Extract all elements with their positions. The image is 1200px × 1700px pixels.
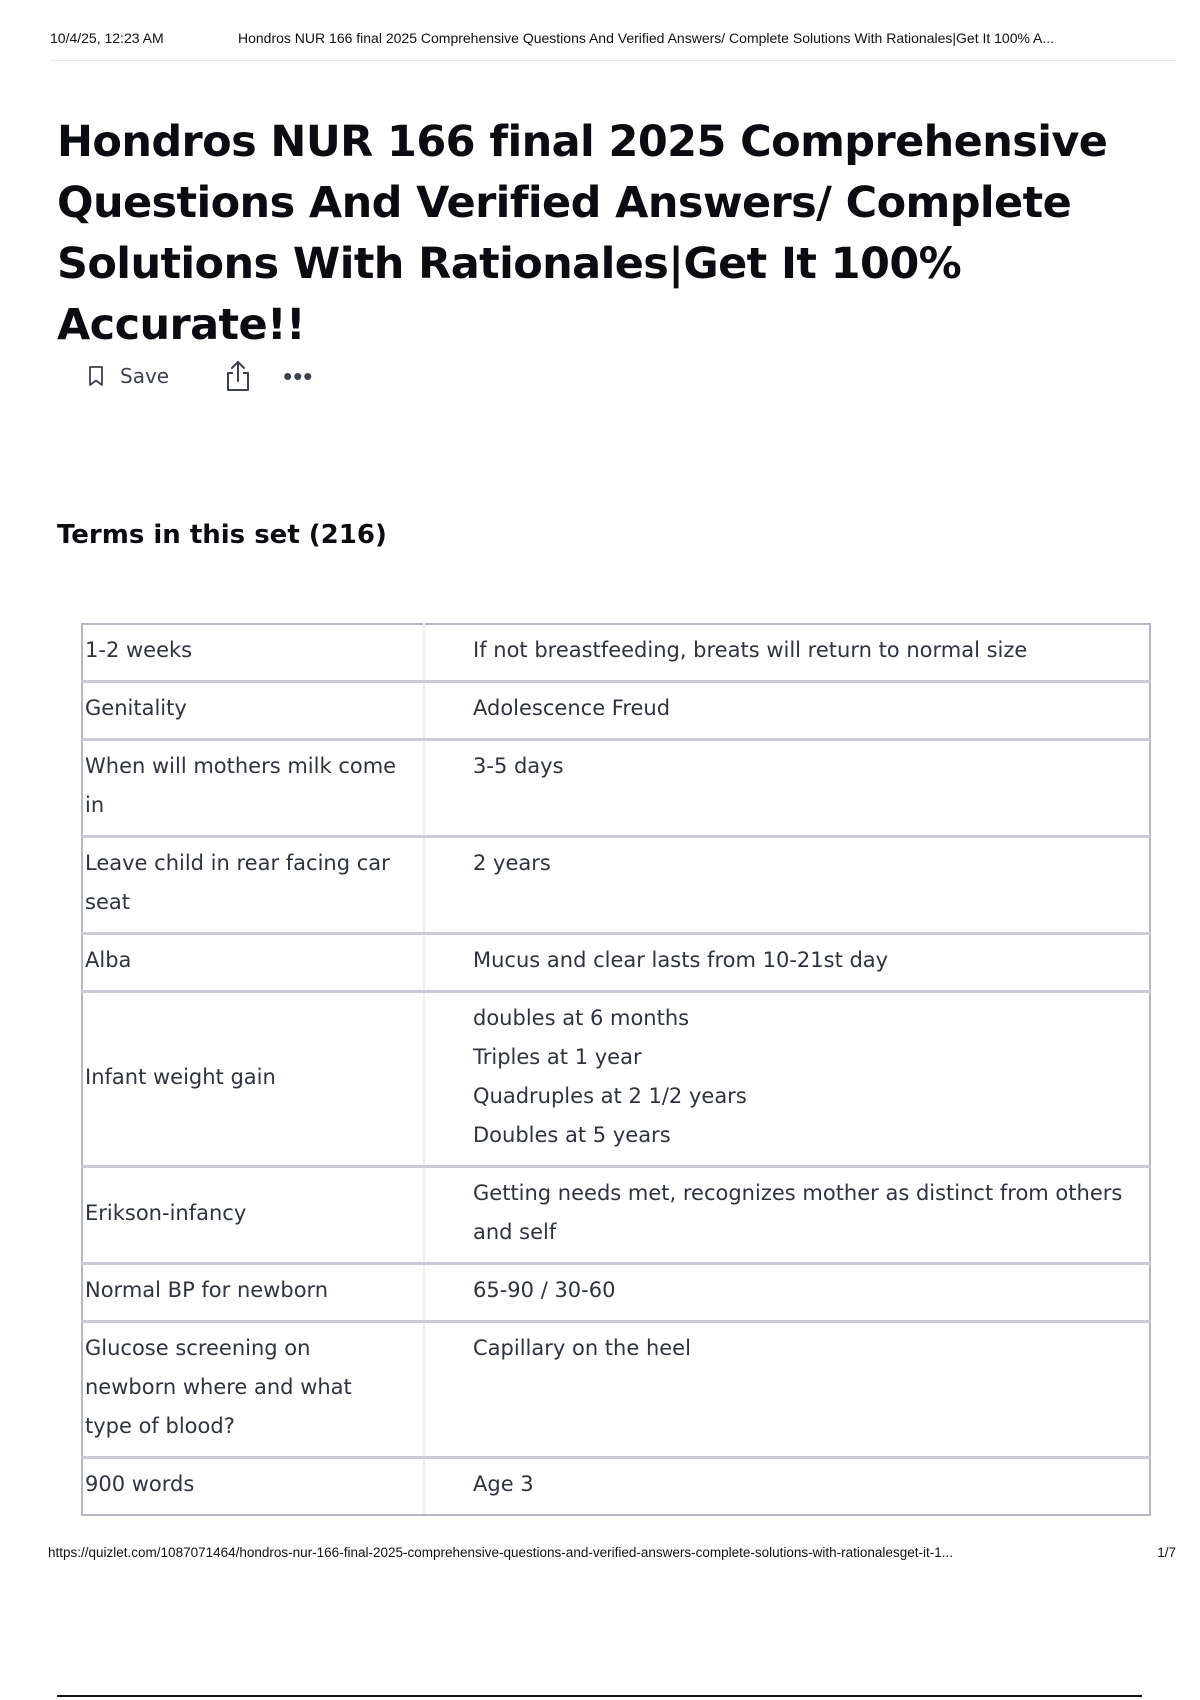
term-cell: Leave child in rear facing car seat: [82, 837, 424, 934]
table-row: [82, 1167, 1150, 1264]
table-row: [82, 1264, 1150, 1322]
definition-line: Quadruples at 2 1/2 years: [473, 1084, 747, 1108]
bookmark-icon: [86, 365, 106, 387]
share-icon: [223, 359, 253, 393]
definition-line: doubles at 6 months: [473, 1006, 690, 1030]
term-cell: Genitality: [82, 682, 424, 740]
term-cell: Erikson-infancy: [82, 1167, 424, 1264]
definition-line: Adolescence Freud: [473, 696, 671, 720]
definition-cell: [424, 740, 1150, 837]
definition-line: Triples at 1 year: [473, 1045, 642, 1069]
print-url: https://quizlet.com/1087071464/hondros-nur-166-final-2025-comprehensive-questions-and-verified-answers-complete-solutions-with-rationalesget-it-1...: [48, 1545, 953, 1560]
term-cell: When will mothers milk come in: [82, 740, 424, 837]
page-title: Hondros NUR 166 final 2025 Comprehensive Questions And Verified Answers/ Complete Solutions With Rationales|Get It 100% Accurate!!: [57, 117, 1108, 350]
table-row: [82, 682, 1150, 740]
definition-cell: [424, 1322, 1150, 1458]
table-row: [82, 1458, 1150, 1516]
definition-cell: [424, 837, 1150, 934]
definition-cell: [424, 624, 1150, 682]
table-row: [82, 624, 1150, 682]
terms-heading: Terms in this set (216): [57, 520, 387, 550]
definition-line: Mucus and clear lasts from 10-21st day: [473, 948, 889, 972]
definition-line: If not breastfeeding, breats will return to normal size: [473, 638, 1028, 662]
term-cell: Normal BP for newborn: [82, 1264, 424, 1322]
table-row: [82, 1322, 1150, 1458]
definition-line: 2 years: [473, 851, 551, 875]
definition-cell: [424, 1264, 1150, 1322]
definition-line: Getting needs met, recognizes mother as distinct from others and self: [473, 1181, 1123, 1244]
term-cell: Infant weight gain: [82, 992, 424, 1167]
definition-cell: [424, 1167, 1150, 1264]
share-button[interactable]: [223, 359, 253, 393]
print-doc-title: Hondros NUR 166 final 2025 Comprehensive Questions And Verified Answers/ Complete Solutions With Rationales|Get It 100% A...: [238, 30, 1055, 46]
print-header: [50, 30, 1176, 61]
term-cell: Glucose screening on newborn where and what type of blood?: [82, 1322, 424, 1458]
term-cell: 900 words: [82, 1458, 424, 1516]
print-datetime: 10/4/25, 12:23 AM: [50, 30, 164, 46]
table-row: [82, 992, 1150, 1167]
definition-cell: [424, 682, 1150, 740]
page-divider: [57, 1695, 1142, 1697]
definition-line: Doubles at 5 years: [473, 1123, 671, 1147]
more-options-button[interactable]: •••: [283, 361, 314, 391]
table-row: [82, 837, 1150, 934]
save-button[interactable]: [86, 364, 169, 388]
table-row: [82, 934, 1150, 992]
definition-cell: [424, 934, 1150, 992]
save-label: Save: [120, 364, 170, 388]
table-row: [82, 740, 1150, 837]
terms-table: [81, 623, 1151, 1516]
definition-line: Age 3: [473, 1472, 534, 1496]
term-cell: Alba: [82, 934, 424, 992]
term-cell: 1-2 weeks: [82, 624, 424, 682]
definition-cell: [424, 992, 1150, 1167]
definition-line: 65-90 / 30-60: [473, 1278, 616, 1302]
action-bar: [86, 356, 313, 396]
definition-cell: [424, 1458, 1150, 1516]
terms-table-body: [82, 624, 1150, 1515]
page-number: 1/7: [1157, 1545, 1176, 1560]
definition-line: 3-5 days: [473, 754, 564, 778]
definition-line: Capillary on the heel: [473, 1336, 691, 1360]
